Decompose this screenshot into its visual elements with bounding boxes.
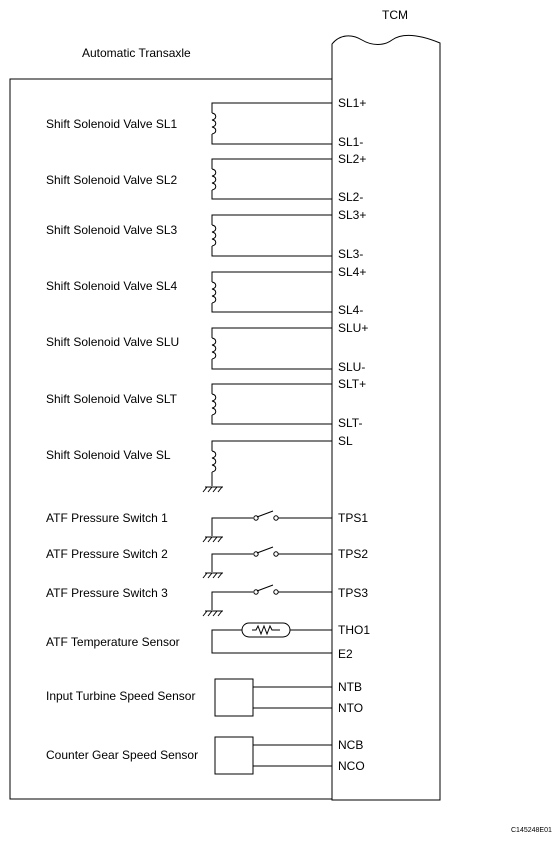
sensor-box-icon — [215, 679, 253, 716]
solenoid-slt — [46, 377, 366, 430]
switch-contact-icon — [274, 516, 278, 520]
solenoid-slt-label: Shift Solenoid Valve SLT — [46, 392, 177, 406]
pin-sl4-minus: SL4- — [338, 303, 364, 317]
solenoid-slu-label: Shift Solenoid Valve SLU — [46, 335, 180, 349]
pressure-switch-2-label: ATF Pressure Switch 2 — [46, 547, 168, 561]
pin-sl2-minus: SL2- — [338, 190, 364, 204]
sensor-box-icon — [215, 737, 253, 774]
solenoid-sl4 — [46, 265, 366, 317]
pin-tps2: TPS2 — [338, 547, 369, 561]
pin-slt-minus: SLT- — [338, 416, 363, 430]
pressure-switch-1-label: ATF Pressure Switch 1 — [46, 511, 168, 525]
ground-icon — [203, 537, 223, 542]
pin-nco: NCO — [338, 759, 365, 773]
pin-sl3-plus: SL3+ — [338, 208, 367, 222]
pin-nto: NTO — [338, 701, 364, 715]
ground-icon — [203, 487, 223, 492]
pin-sl1-plus: SL1+ — [338, 96, 367, 110]
switch-lever-icon — [257, 547, 273, 553]
transaxle-label: Automatic Transaxle — [82, 46, 191, 60]
pressure-switch-1 — [46, 511, 368, 542]
pin-slu-minus: SLU- — [338, 360, 366, 374]
coil-icon — [212, 169, 216, 190]
ground-icon — [203, 611, 223, 616]
coil-icon — [212, 282, 216, 303]
coil-icon — [212, 451, 216, 472]
coil-icon — [212, 113, 216, 134]
switch-lever-icon — [257, 585, 273, 591]
pin-slu-plus: SLU+ — [338, 321, 369, 335]
solenoid-sl1 — [46, 96, 366, 149]
pressure-switch-3 — [46, 585, 368, 616]
figure-code: C145248E01 — [511, 827, 552, 834]
solenoid-sl3-label: Shift Solenoid Valve SL3 — [46, 223, 178, 237]
temperature-sensor-label: ATF Temperature Sensor — [46, 635, 180, 649]
pin-sl1-minus: SL1- — [338, 135, 364, 149]
pressure-switch-2 — [46, 547, 368, 578]
pin-sl4-plus: SL4+ — [338, 265, 367, 279]
solenoid-sl3 — [46, 208, 366, 261]
counter-gear-speed-sensor — [46, 737, 365, 774]
input-turbine-speed-sensor-label: Input Turbine Speed Sensor — [46, 689, 196, 703]
pin-e2: E2 — [338, 647, 353, 661]
coil-icon — [212, 338, 216, 359]
pin-ncb: NCB — [338, 738, 364, 752]
solenoid-sl2-label: Shift Solenoid Valve SL2 — [46, 173, 178, 187]
pin-tho1: THO1 — [338, 623, 371, 637]
coil-icon — [212, 225, 216, 246]
switch-contact-icon — [274, 552, 278, 556]
switch-contact-icon — [274, 590, 278, 594]
pin-tps1: TPS1 — [338, 511, 369, 525]
solenoid-sl4-label: Shift Solenoid Valve SL4 — [46, 279, 178, 293]
temperature-sensor — [46, 623, 370, 661]
pin-ntb: NTB — [338, 680, 362, 694]
solenoid-sl-label: Shift Solenoid Valve SL — [46, 448, 171, 462]
solenoid-slu — [46, 321, 368, 374]
coil-icon — [212, 394, 216, 415]
resistor-icon — [252, 626, 280, 634]
counter-gear-speed-sensor-label: Counter Gear Speed Sensor — [46, 748, 199, 762]
pressure-switch-3-label: ATF Pressure Switch 3 — [46, 586, 168, 600]
solenoid-sl2 — [46, 152, 366, 204]
ground-icon — [203, 573, 223, 578]
pin-sl3-minus: SL3- — [338, 247, 364, 261]
pin-sl: SL — [338, 434, 353, 448]
input-turbine-speed-sensor — [46, 679, 363, 716]
solenoid-sl1-label: Shift Solenoid Valve SL1 — [46, 117, 178, 131]
pin-sl2-plus: SL2+ — [338, 152, 367, 166]
pin-slt-plus: SLT+ — [338, 377, 367, 391]
switch-lever-icon — [257, 511, 273, 517]
solenoid-sl — [46, 434, 353, 492]
tcm-label: TCM — [382, 8, 408, 22]
pin-tps3: TPS3 — [338, 586, 369, 600]
